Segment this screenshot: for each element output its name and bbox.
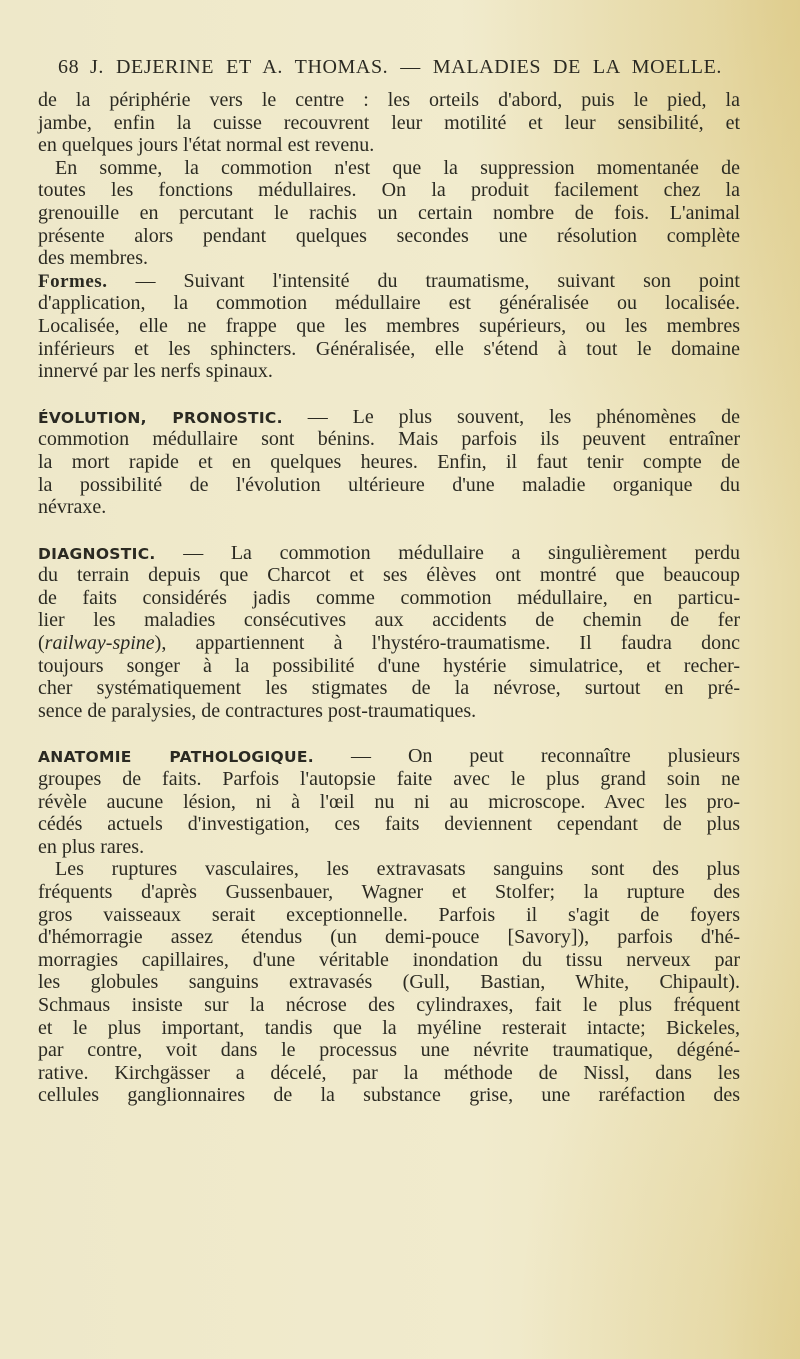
- text-run: — La commotion médullaire a singulièrement perdu: [155, 541, 740, 564]
- section-heading: Formes.: [38, 270, 108, 292]
- text-line: rative. Kirchgässer a décelé, par la méthode de Nissl, dans les: [38, 1061, 740, 1084]
- text-line: morragies capillaires, d'une véritable inondation du tissu nerveux par: [38, 948, 740, 971]
- italic-term: railway-spine: [44, 632, 155, 655]
- text-line: la mort rapide et en quelques heures. Enfin, il faut tenir compte de: [38, 450, 740, 473]
- text-line: sence de paralysies, de contractures post-traumatiques.: [38, 699, 477, 722]
- text-line: toutes les fonctions médullaires. On la produit facilement chez la: [38, 179, 740, 202]
- paragraph-en-somme: [38, 157, 740, 270]
- page-body: [38, 89, 740, 1107]
- running-title: J. DEJERINE ET A. THOMAS. — MALADIES DE LA MOELLE.: [90, 56, 722, 78]
- text-line: en quelques jours l'état normal est revenu.: [38, 134, 375, 157]
- text-line: gros vaisseaux serait exceptionnelle. Parfois il s'agit de foyers: [38, 903, 740, 926]
- section-heading: ÉVOLUTION, PRONOSTIC.: [38, 408, 283, 427]
- text-line: groupes de faits. Parfois l'autopsie faite avec le plus grand soin ne: [38, 768, 740, 791]
- text-line: Localisée, elle ne frappe que les membres supérieurs, ou les membres: [38, 314, 740, 337]
- paragraph-ruptures: [38, 858, 740, 1107]
- text-line: la possibilité de l'évolution ultérieure d'une maladie organique du: [38, 473, 740, 496]
- section-evolution: [38, 406, 740, 519]
- text-run: — Le plus souvent, les phénomènes de: [282, 405, 741, 428]
- text-run: — On peut reconnaître plusieurs: [313, 745, 740, 768]
- section-heading: ANATOMIE PATHOLOGIQUE.: [38, 748, 314, 767]
- text-line: d'hémorragie assez étendus (un demi-pouce [Savory]), parfois d'hé-: [38, 926, 740, 949]
- text-line: [38, 406, 740, 429]
- section-diagnostic: [38, 542, 740, 723]
- text-line: Les ruptures vasculaires, les extravasats sanguins sont des plus: [55, 858, 740, 881]
- text-line: En somme, la commotion n'est que la suppression momentanée de: [55, 156, 740, 179]
- section-formes: [38, 270, 740, 383]
- text-line: des membres.: [38, 247, 148, 270]
- text-line: lier les maladies consécutives aux accidents de chemin de fer: [38, 609, 740, 632]
- text-line: d'application, la commotion médullaire est généralisée ou localisée.: [38, 292, 740, 315]
- text-line: toujours songer à la possibilité d'une hystérie simulatrice, et recher-: [38, 654, 740, 677]
- text-line: [38, 632, 740, 655]
- text-line: [38, 542, 740, 565]
- text-run: ), appartiennent à l'hystéro-traumatisme. Il faudra donc: [154, 632, 740, 655]
- text-line: [38, 745, 740, 768]
- text-line: cédés actuels d'investigation, ces faits deviennent cependant de plus: [38, 813, 740, 836]
- text-line: de la périphérie vers le centre : les orteils d'abord, puis le pied, la: [38, 89, 740, 111]
- text-line: grenouille en percutant le rachis un certain nombre de fois. L'animal: [38, 201, 740, 224]
- paragraph-continuation: [38, 89, 740, 157]
- running-header: [58, 56, 722, 79]
- section-heading: DIAGNOSTIC.: [38, 544, 156, 563]
- text-line: inférieurs et les sphincters. Généralisée, elle s'étend à tout le domaine: [38, 337, 740, 360]
- text-line: Schmaus insiste sur la nécrose des cylindraxes, fait le plus fréquent: [38, 993, 740, 1016]
- text-line: cellules ganglionnaires de la substance grise, une raréfaction des: [38, 1084, 740, 1107]
- text-line: jambe, enfin la cuisse recouvrent leur motilité et leur sensibilité, et: [38, 111, 740, 134]
- section-anatomie: [38, 745, 740, 858]
- text-line: innervé par les nerfs spinaux.: [38, 360, 273, 383]
- text-line: de faits considérés jadis comme commotion médullaire, en particu-: [38, 586, 740, 609]
- text-line: [38, 270, 740, 293]
- text-line: par contre, voit dans le processus une névrite traumatique, dégéné-: [38, 1039, 740, 1062]
- text-line: du terrain depuis que Charcot et ses élèves ont montré que beaucoup: [38, 564, 740, 587]
- text-line: en plus rares.: [38, 835, 145, 858]
- text-line: cher systématiquement les stigmates de la névrose, surtout en pré-: [38, 677, 740, 700]
- page-number: 68: [58, 56, 80, 78]
- text-run: (: [38, 632, 45, 655]
- text-run: — Suivant l'intensité du traumatisme, suivant son point: [107, 269, 740, 292]
- text-line: commotion médullaire sont bénins. Mais parfois ils peuvent entraîner: [38, 428, 740, 451]
- text-line: et le plus important, tandis que la myéline resterait intacte; Bickeles,: [38, 1016, 740, 1039]
- text-line: les globules sanguins extravasés (Gull, Bastian, White, Chipault).: [38, 971, 740, 994]
- text-line: révèle aucune lésion, ni à l'œil nu ni au microscope. Avec les pro-: [38, 790, 740, 813]
- text-line: névraxe.: [38, 496, 107, 519]
- text-line: présente alors pendant quelques secondes une résolution complète: [38, 224, 740, 247]
- text-line: fréquents d'après Gussenbauer, Wagner et Stolfer; la rupture des: [38, 881, 740, 903]
